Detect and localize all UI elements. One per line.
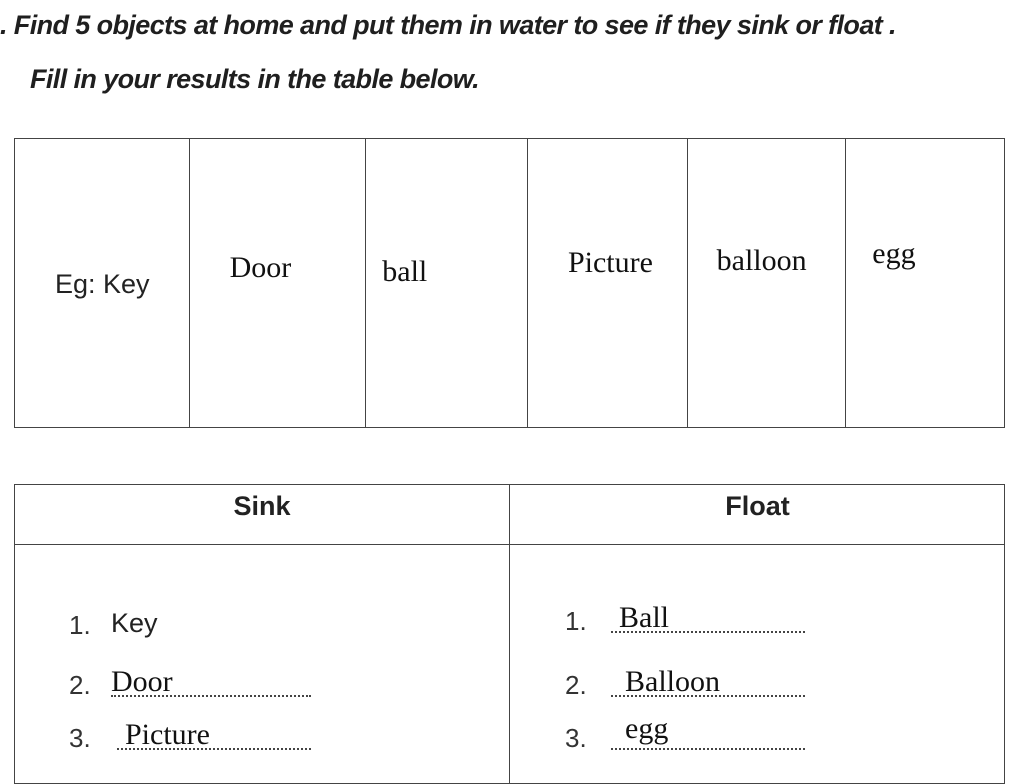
object-4-text: balloon (716, 244, 807, 277)
float-item-3-answer-line (611, 748, 805, 750)
float-item-2-number: 2. (565, 670, 587, 700)
sink-item-3-value: Picture (125, 718, 210, 751)
objects-table (14, 138, 1005, 428)
results-table (14, 484, 1005, 784)
sink-item-3 (69, 718, 329, 754)
object-2-text: ball (382, 255, 428, 288)
object-1-text: Door (229, 251, 292, 284)
object-cell-1 (190, 139, 367, 427)
float-item-1-value: Ball (619, 601, 669, 634)
object-cell-5 (846, 139, 1004, 427)
sink-item-2-number: 2. (69, 670, 91, 700)
object-cell-3 (528, 139, 688, 427)
object-5-text: egg (872, 237, 916, 270)
sink-item-1-number: 1. (69, 610, 91, 640)
column-divider (509, 485, 510, 783)
float-item-3-number: 3. (565, 723, 587, 753)
sink-item-1-value: Key (111, 608, 158, 638)
float-item-3 (565, 712, 825, 754)
sink-item-2 (69, 665, 329, 701)
float-header: Float (725, 491, 790, 521)
sink-header: Sink (233, 491, 291, 521)
float-item-1-number: 1. (565, 606, 587, 636)
float-item-3-value: egg (625, 712, 669, 745)
instruction-line-2: Fill in your results in the table below. (30, 64, 480, 94)
sink-item-1 (69, 605, 329, 641)
object-3-text: Picture (567, 246, 653, 279)
object-cell-2 (366, 139, 528, 427)
float-item-2-value: Balloon (625, 665, 720, 698)
sink-item-3-number: 3. (69, 723, 91, 753)
float-item-2 (565, 665, 825, 701)
sink-item-2-value: Door (111, 665, 173, 698)
object-example-text: Eg: Key (55, 269, 150, 299)
object-cell-4 (688, 139, 847, 427)
object-cell-example (15, 139, 190, 427)
instruction-line-1: . Find 5 objects at home and put them in water to see if they sink or float . (0, 10, 896, 40)
float-item-1 (565, 601, 825, 637)
